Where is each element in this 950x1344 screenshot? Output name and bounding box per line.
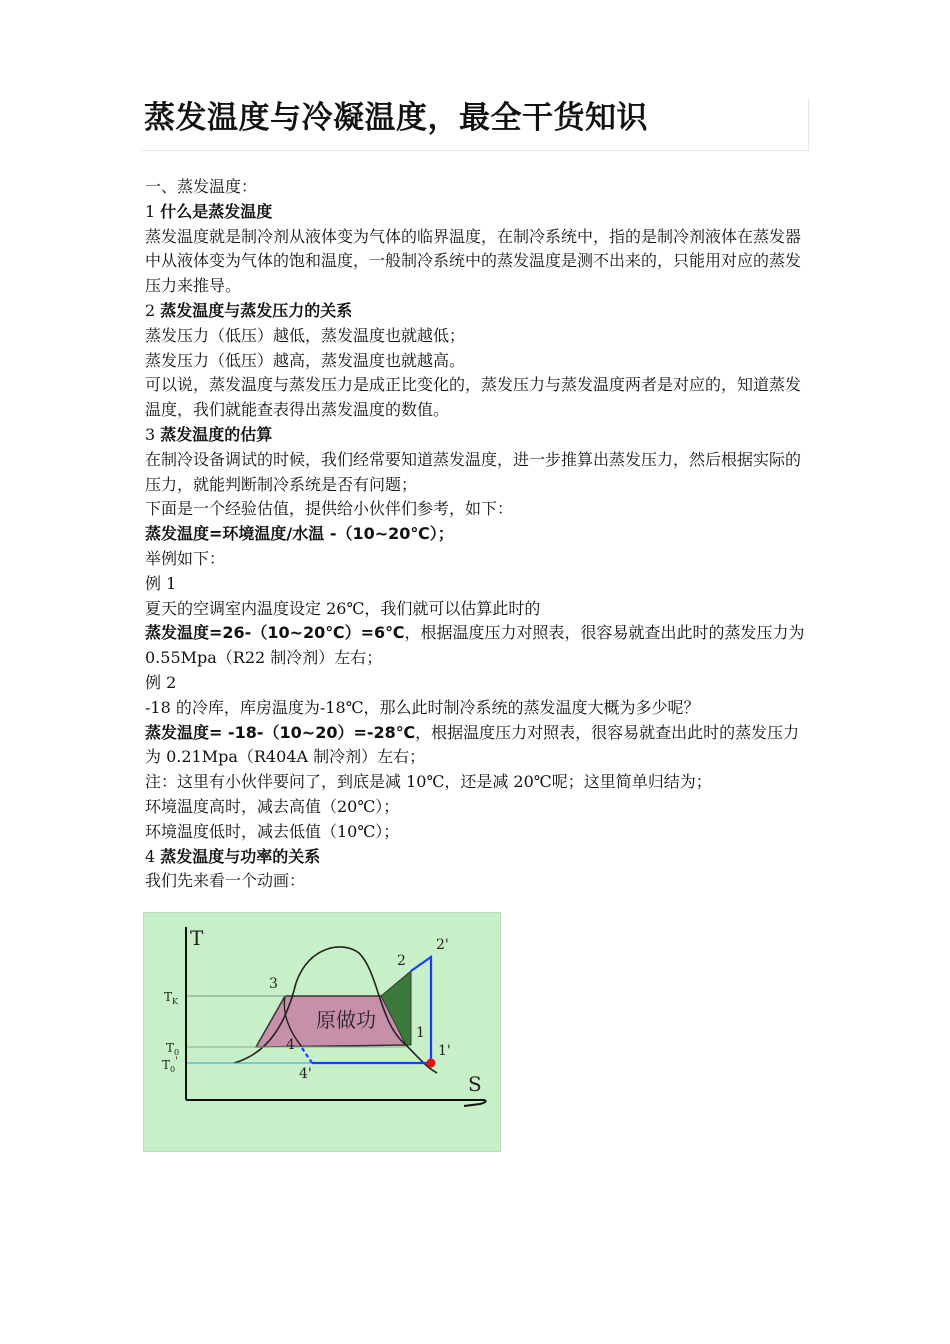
subheading-title: 蒸发温度与功率的关系	[160, 846, 321, 866]
paragraph	[145, 721, 810, 771]
page-title: 蒸发温度与冷凝温度，最全干货知识	[144, 100, 648, 136]
axis-t-label: T	[190, 926, 204, 950]
point-1-label: 1	[416, 1025, 425, 1041]
subheading-number: 1	[145, 201, 156, 221]
x-axis	[186, 1100, 486, 1106]
subheading-1	[145, 200, 810, 225]
paragraph: 环境温度低时，减去低值（10℃）；	[145, 821, 400, 841]
subheading-2	[145, 299, 810, 324]
blue-dashed	[302, 1048, 312, 1063]
example-label: 例 1	[145, 573, 177, 593]
example-formula: 蒸发温度=26-（10~20℃）=6℃	[145, 623, 405, 643]
formula: 蒸发温度=环境温度/水温 -（10~20℃）；	[145, 524, 454, 544]
point-1p-label: 1'	[438, 1043, 451, 1059]
subheading-4	[145, 845, 810, 870]
subheading-number: 4	[145, 846, 156, 866]
paragraph: 蒸发压力（低压）越低，蒸发温度也就越低；	[145, 325, 466, 345]
axis-s-label: S	[468, 1072, 482, 1096]
point-4p-label: 4'	[299, 1066, 312, 1082]
example-label: 例 2	[145, 672, 177, 692]
ts-diagram	[144, 913, 500, 1151]
state-point-red	[427, 1059, 436, 1068]
ts-diagram-figure	[143, 912, 501, 1152]
subheading-title: 什么是蒸发温度	[160, 201, 273, 221]
subheading-number: 3	[145, 424, 156, 444]
subheading-title: 蒸发温度的估算	[160, 424, 273, 444]
tk-label: $T_K$	[164, 990, 178, 1006]
paragraph: 环境温度高时，减去高值（20℃）；	[145, 796, 400, 816]
title-box	[142, 98, 809, 151]
point-4-label: 4	[286, 1037, 295, 1053]
paragraph: -18 的冷库，库房温度为-18℃，那么此时制冷系统的蒸发温度大概为多少呢？	[145, 697, 700, 717]
article-body	[145, 175, 810, 894]
t0-label: $T_0$	[166, 1041, 180, 1057]
work-label: 原做功	[316, 1008, 376, 1032]
paragraph: 举例如下：	[145, 548, 226, 568]
subheading-3	[145, 423, 810, 448]
paragraph: 夏天的空调室内温度设定 26℃，我们就可以估算此时的	[145, 598, 541, 618]
paragraph: 可以说，蒸发温度与蒸发压力是成正比变化的，蒸发压力与蒸发温度两者是对应的，知道蒸发温度，我们就能查表得出蒸发温度的数值。	[145, 375, 802, 420]
example-formula: 蒸发温度= -18-（10~20）=-28℃	[145, 722, 416, 742]
paragraph	[145, 621, 810, 671]
paragraph: 蒸发压力（低压）越高，蒸发温度也就越高。	[145, 350, 466, 370]
subheading-number: 2	[145, 300, 156, 320]
subheading-title: 蒸发温度与蒸发压力的关系	[160, 300, 353, 320]
paragraph: 蒸发温度就是制冷剂从液体变为气体的临界温度，在制冷系统中，指的是制冷剂液体在蒸发器中从液体变为气体的饱和温度，一般制冷系统中的蒸发温度是测不出来的，只能用对应的蒸发压力来推导。	[145, 226, 802, 296]
example-text: ，根据温度压力对照表，很容易就查出此时的蒸发压力为 0.21Mpa（R404A 制冷剂）左右；	[145, 722, 800, 767]
point-3-label: 3	[269, 976, 278, 992]
t0p-label: $T_0'$	[162, 1056, 178, 1074]
paragraph: 下面是一个经验估值，提供给小伙伴们参考，如下：	[145, 499, 514, 519]
example-text: ，根据温度压力对照表，很容易就查出此时的蒸发压力为 0.55Mpa（R22 制冷剂）左右；	[145, 623, 805, 668]
point-2p-label: 2'	[436, 937, 449, 953]
paragraph: 在制冷设备调试的时候，我们经常要知道蒸发温度，进一步推算出蒸发压力，然后根据实际的压力，就能判断制冷系统是否有问题；	[145, 449, 802, 494]
section-heading: 一、蒸发温度：	[145, 177, 258, 196]
point-2-label: 2	[397, 953, 406, 969]
paragraph: 我们先来看一个动画：	[145, 871, 306, 891]
paragraph: 注：这里有小伙伴要问了，到底是减 10℃，还是减 20℃呢；这里简单归结为；	[145, 772, 712, 792]
